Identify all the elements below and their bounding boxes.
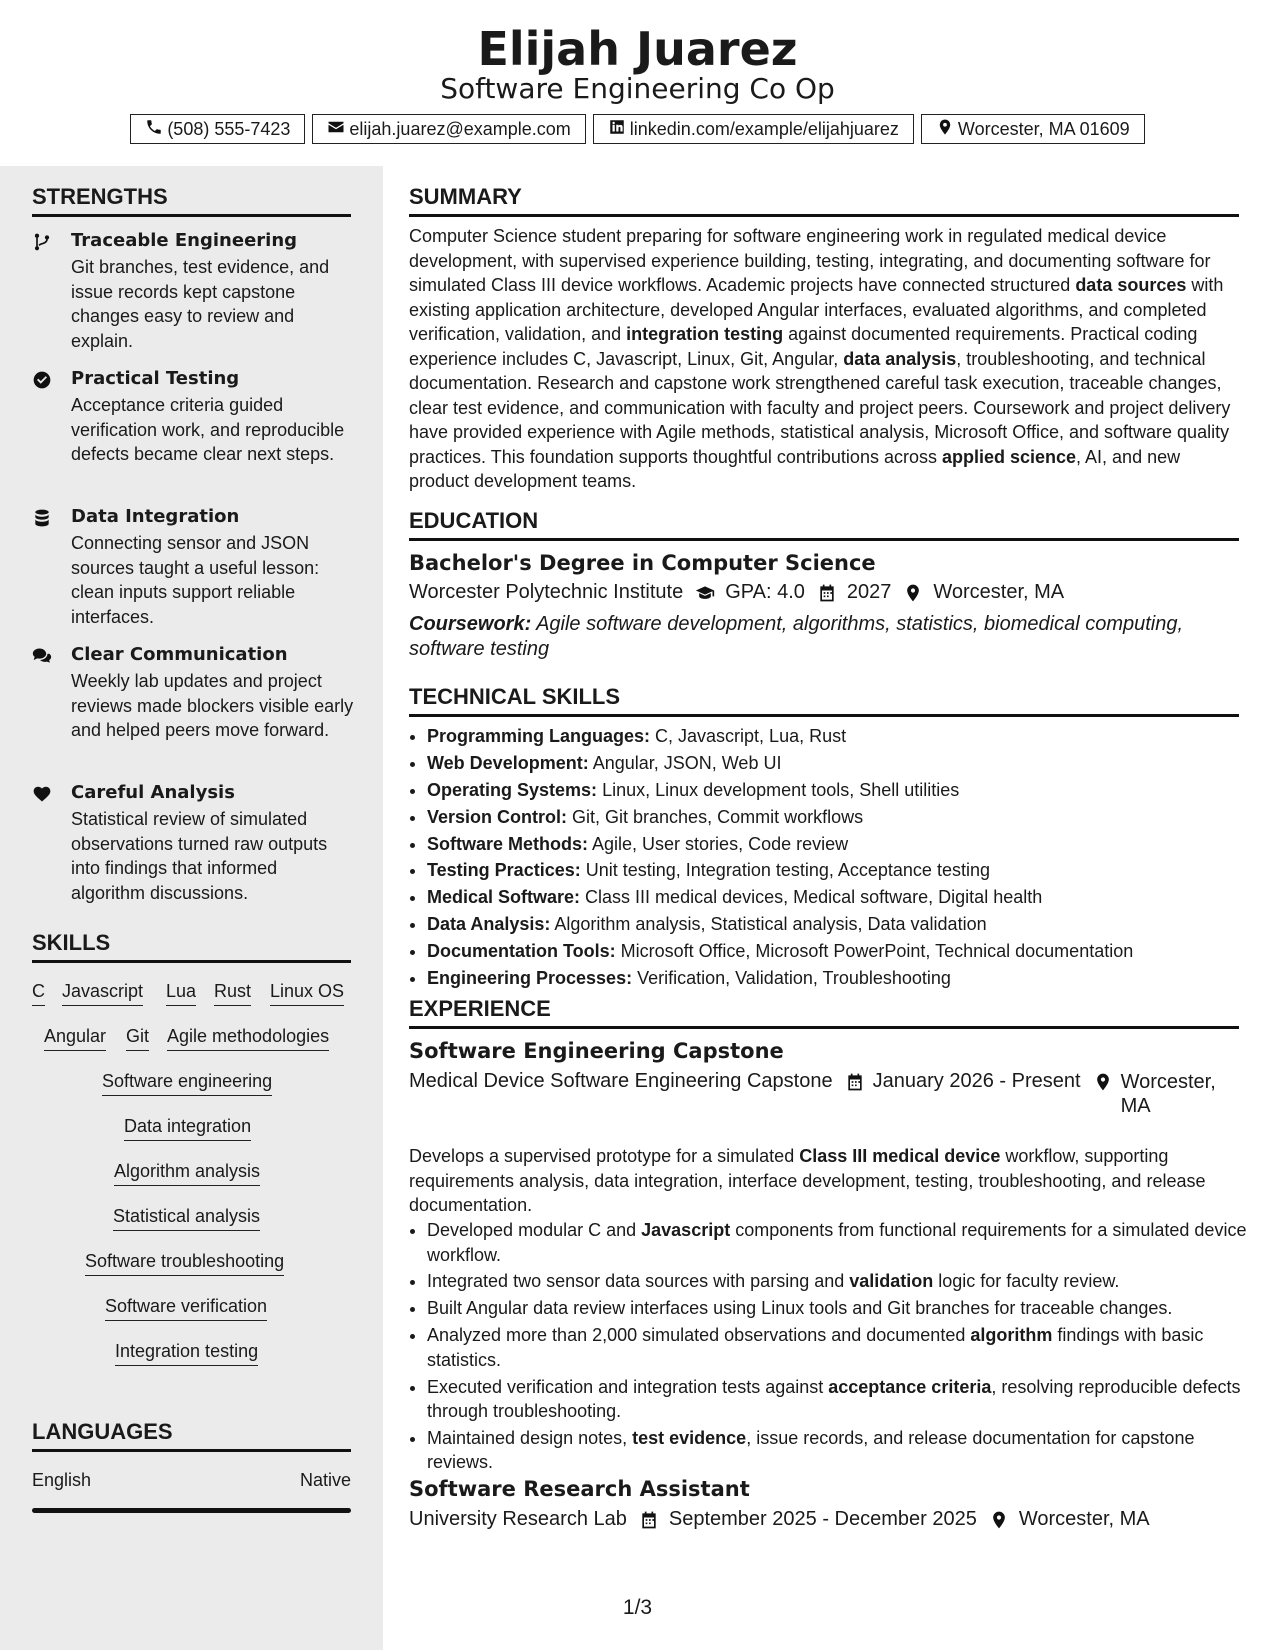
coursework-list: Agile software development, algorithms, statistics, biomedical computing, software testing — [409, 613, 1184, 660]
graduation-cap-icon — [695, 583, 717, 605]
degree-title: Bachelor's Degree in Computer Science — [409, 551, 876, 575]
job-location: Worcester, MA — [1018, 1508, 1150, 1530]
job-meta — [409, 1070, 1239, 1118]
database-icon — [32, 508, 54, 528]
language-row — [32, 1470, 351, 1491]
tech-skill-row: • Medical Software: Class III medical devices, Medical software, Digital health — [427, 885, 1257, 910]
tech-skill-row: • Operating Systems: Linux, Linux development tools, Shell utilities — [427, 778, 1257, 803]
sidebar — [0, 166, 383, 1650]
contact-email[interactable] — [312, 114, 585, 144]
coursework — [409, 612, 1239, 662]
strength-description: Connecting sensor and JSON sources taught a useful lesson: clean inputs support reliable interfaces. — [71, 533, 320, 627]
map-pin-icon — [1093, 1072, 1113, 1094]
strength-description: Statistical review of simulated observations turned raw outputs into findings that informed algorithm discussions. — [71, 809, 328, 903]
technical-skills-list — [409, 724, 1257, 993]
job-bullet: • Executed verification and integration tests against acceptance criteria, resolving reproducible defects through troubleshooting. — [427, 1375, 1257, 1424]
skill-chip: Algorithm analysis — [114, 1161, 260, 1186]
tech-skill-row: • Web Development: Angular, JSON, Web UI — [427, 751, 1257, 776]
envelope-icon — [327, 118, 349, 141]
education-heading: EDUCATION — [409, 508, 1239, 541]
job-location: Worcester, MA — [1120, 1071, 1216, 1117]
skill-chip: Software troubleshooting — [85, 1251, 284, 1276]
check-circle-icon — [32, 370, 54, 390]
skill-chip: Rust — [214, 981, 251, 1006]
skill-chip: Javascript — [62, 981, 143, 1006]
strength-title: Careful Analysis — [71, 782, 235, 803]
skill-chip: Angular — [44, 1026, 106, 1051]
skill-chip: Linux OS — [270, 981, 344, 1006]
strength-title: Traceable Engineering — [71, 230, 298, 251]
technical-skills-heading: TECHNICAL SKILLS — [409, 684, 1239, 717]
language-proficiency-bar — [32, 1508, 351, 1513]
tech-skill-row: • Testing Practices: Unit testing, Integration testing, Acceptance testing — [427, 858, 1257, 883]
strength-description: Weekly lab updates and project reviews made blockers visible early and helped peers move forward. — [71, 671, 354, 740]
tech-skill-row: • Data Analysis: Algorithm analysis, Statistical analysis, Data validation — [427, 912, 1257, 937]
language-name: English — [32, 1470, 92, 1490]
contact-location — [921, 114, 1145, 144]
job-bullet: • Developed modular C and Javascript components from functional requirements for a simulated device workflow. — [427, 1218, 1257, 1267]
chat-bubbles-icon — [32, 646, 54, 666]
linkedin-icon — [608, 118, 630, 141]
candidate-title: Software Engineering Co Op — [440, 72, 835, 105]
job-organization: University Research Lab — [409, 1508, 627, 1530]
skill-chip: Software verification — [105, 1296, 267, 1321]
skill-chip: Agile methodologies — [167, 1026, 329, 1051]
tech-skill-row: • Documentation Tools: Microsoft Office, Microsoft PowerPoint, Technical documentation — [427, 939, 1257, 964]
tech-skill-row: • Version Control: Git, Git branches, Commit workflows — [427, 805, 1257, 830]
job-title: Software Engineering Capstone — [409, 1039, 784, 1063]
skill-chip: Data integration — [124, 1116, 251, 1141]
calendar-icon — [817, 583, 839, 605]
map-pin-icon — [936, 118, 958, 141]
graduation-year: 2027 — [846, 581, 892, 603]
contact-linkedin-text: linkedin.com/example/elijahjuarez — [629, 118, 899, 139]
job-title: Software Research Assistant — [409, 1477, 750, 1501]
candidate-name: Elijah Juarez — [477, 22, 798, 76]
skill-chip: C — [32, 981, 45, 1006]
education-meta — [409, 581, 1239, 605]
tech-skill-row: • Programming Languages: C, Javascript, Lua, Rust — [427, 724, 1257, 749]
contact-phone[interactable] — [130, 114, 305, 144]
skill-chip: Software engineering — [102, 1071, 272, 1096]
contact-email-text: elijah.juarez@example.com — [349, 118, 571, 139]
skill-chip: Git — [126, 1026, 149, 1051]
tech-skill-row: • Engineering Processes: Verification, Validation, Troubleshooting — [427, 966, 1257, 991]
job-bullet: • Analyzed more than 2,000 simulated observations and documented algorithm findings with basic statistics. — [427, 1323, 1257, 1372]
contact-bar — [0, 114, 1275, 144]
summary-text: Computer Science student preparing for software engineering work in regulated medical device development, with supervised experience building, testing, integrating, and documenting software for simulated Class III device workflows. Academic projects have connected structured data sources with existing application architecture, developed Angular interfaces, evaluated algorithms, and completed verification, validation, and integration testing against documented requirements. Practical coding experience includes C, Javascript, Linux, Git, Angular, data analysis, troubleshooting, and technical documentation. Research and capstone work strengthened careful task execution, traceable changes, clear test evidence, and communication with faculty and project peers. Coursework and project delivery have provided experience with Agile methods, statistical analysis, Microsoft Office, and software quality practices. This foundation supports thoughtful contributions across applied science, AI, and new product development teams. — [409, 226, 1231, 491]
strength-description: Acceptance criteria guided verification work, and reproducible defects became clear next steps. — [71, 395, 345, 464]
contact-linkedin[interactable] — [593, 114, 914, 144]
contact-phone-text: (508) 555-7423 — [167, 118, 291, 139]
languages-heading: LANGUAGES — [32, 1419, 351, 1452]
job-intro: Develops a supervised prototype for a simulated Class III medical device workflow, supporting requirements analysis, data integration, interface development, testing, troubleshooting, and release documentation. — [409, 1146, 1206, 1215]
strength-title: Practical Testing — [71, 368, 240, 389]
strength-title: Clear Communication — [71, 644, 288, 665]
summary-heading: SUMMARY — [409, 184, 1239, 217]
skill-chip: Statistical analysis — [113, 1206, 260, 1231]
strengths-heading: STRENGTHS — [32, 184, 351, 217]
page-number: 1/3 — [622, 1596, 653, 1619]
strength-title: Data Integration — [71, 506, 240, 527]
job-dates: January 2026 - Present — [872, 1070, 1081, 1092]
school-name: Worcester Polytechnic Institute — [409, 581, 684, 603]
job-bullet: • Integrated two sensor data sources with parsing and validation logic for faculty review. — [427, 1269, 1257, 1294]
calendar-icon — [639, 1510, 661, 1532]
coursework-label: Coursework: — [409, 613, 532, 635]
skill-chip: Integration testing — [115, 1341, 258, 1366]
git-branch-icon — [32, 232, 54, 252]
tech-skill-row: • Software Methods: Agile, User stories, Code review — [427, 832, 1257, 857]
heart-icon — [32, 784, 54, 804]
phone-icon — [145, 118, 167, 141]
experience-heading: EXPERIENCE — [409, 996, 1239, 1029]
job-dates: September 2025 - December 2025 — [668, 1508, 977, 1530]
calendar-icon — [845, 1072, 865, 1094]
map-pin-icon — [989, 1510, 1011, 1532]
map-pin-icon — [903, 583, 925, 605]
contact-location-text: Worcester, MA 01609 — [957, 118, 1130, 139]
job-bullets — [409, 1218, 1257, 1477]
job-meta — [409, 1508, 1239, 1532]
skills-heading: SKILLS — [32, 930, 351, 963]
gpa: GPA: 4.0 — [725, 581, 805, 603]
resume-header — [0, 0, 1275, 166]
skill-chip: Lua — [166, 981, 196, 1006]
job-organization: Medical Device Software Engineering Capstone — [409, 1070, 833, 1092]
school-location: Worcester, MA — [933, 581, 1065, 603]
job-bullet: • Maintained design notes, test evidence, issue records, and release documentation for capstone reviews. — [427, 1426, 1257, 1475]
language-level: Native — [299, 1470, 351, 1490]
strength-description: Git branches, test evidence, and issue records kept capstone changes easy to review and explain. — [71, 257, 330, 351]
job-bullet: • Built Angular data review interfaces using Linux tools and Git branches for traceable changes. — [427, 1296, 1257, 1321]
